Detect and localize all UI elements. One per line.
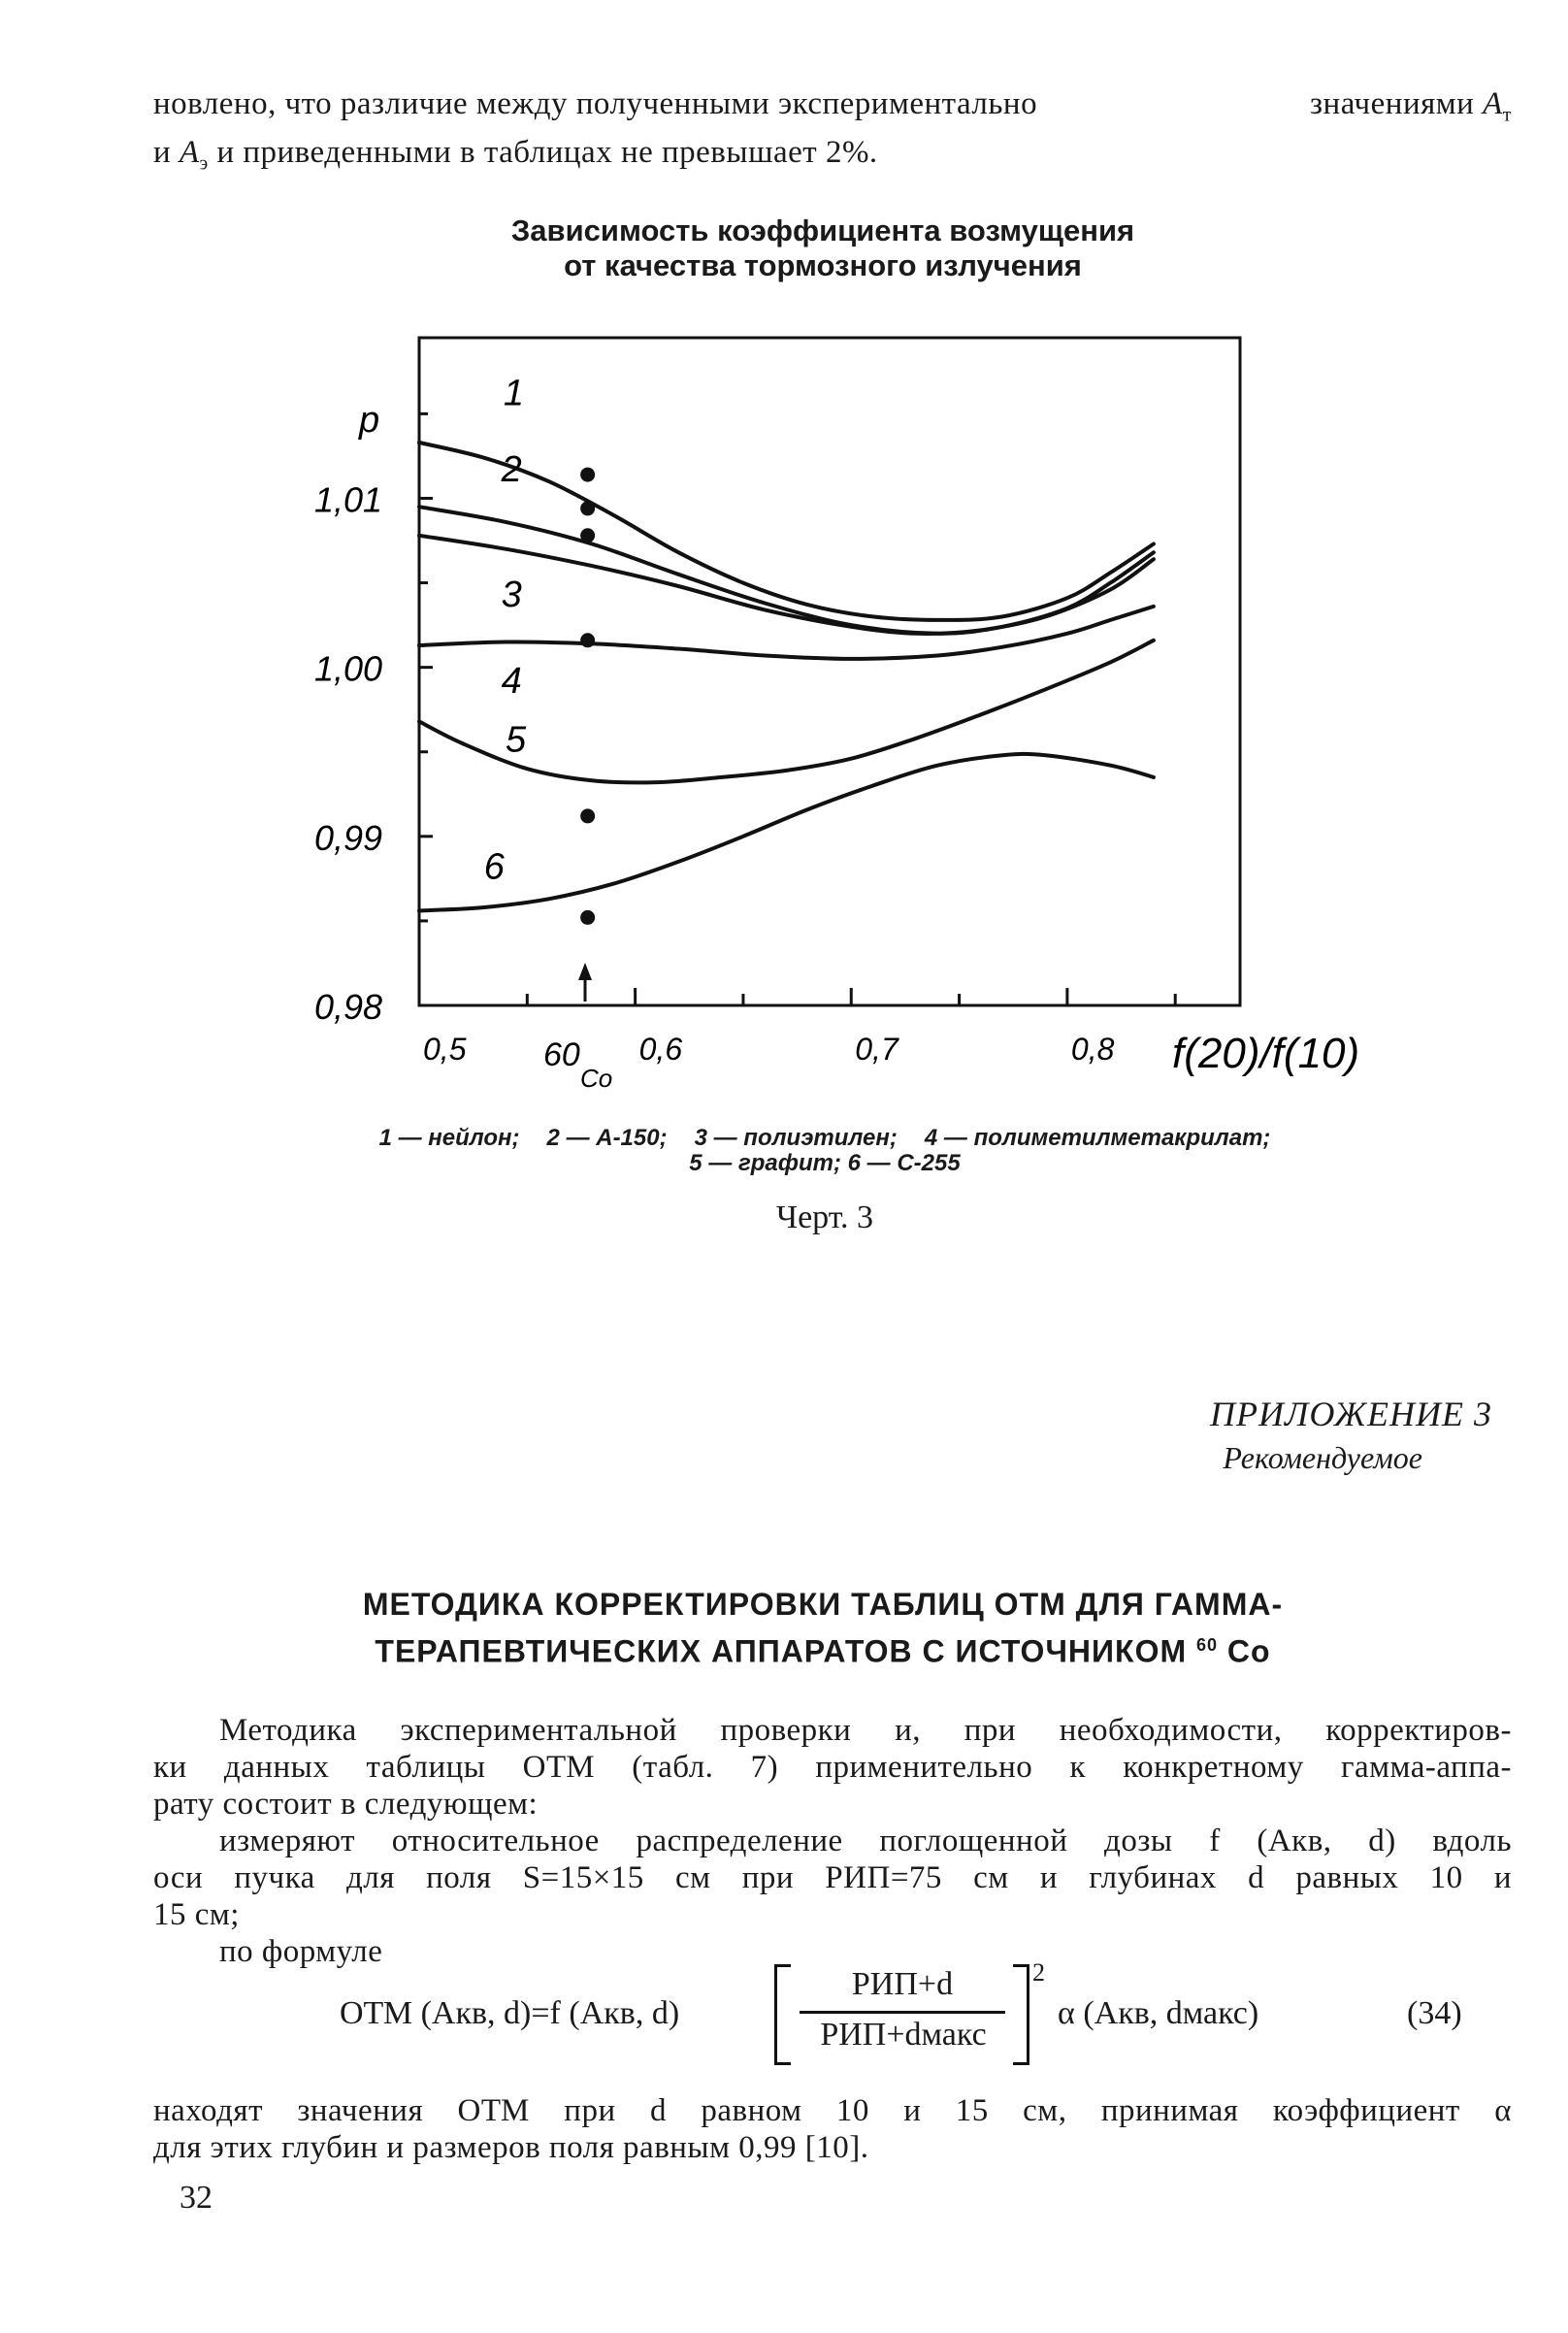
curve-label-5: 5 bbox=[506, 719, 527, 761]
curve-label-4: 4 bbox=[501, 660, 522, 702]
page-number: 32 bbox=[180, 2180, 212, 2216]
formula-lhs: ОТМ (Aкв, d)=f (Aкв, d) bbox=[340, 1995, 680, 2031]
x-tick-label: 0,5 bbox=[423, 1032, 467, 1067]
dots-group bbox=[580, 468, 595, 925]
legend-item-4: 4 — полиметилметакрилат; bbox=[924, 1125, 1271, 1151]
section-title-line-2-text: ТЕРАПЕВТИЧЕСКИХ АППАРАТОВ С ИСТОЧНИКОМ bbox=[375, 1633, 1188, 1669]
curve-3 bbox=[419, 536, 1154, 634]
formula-bracket-left bbox=[774, 1964, 791, 2065]
formula-exponent: 2 bbox=[1032, 1958, 1045, 1987]
y-tick-label: 1,01 bbox=[314, 479, 383, 520]
ticks-group bbox=[419, 413, 1175, 1005]
section-title-isotope-sup: 60 bbox=[1196, 1635, 1219, 1655]
p1-line-1: Методика экспериментальной проверки и, при необходимости, корректиров- bbox=[219, 1713, 1512, 1748]
x-axis-label: f(20)/f(10) bbox=[1172, 1030, 1360, 1077]
var-a2: A bbox=[179, 134, 200, 170]
p3-line-1: по формуле bbox=[219, 1934, 383, 1969]
p2-line-3: 15 см; bbox=[153, 1897, 240, 1932]
perturbation-chart bbox=[0, 0, 1568, 1165]
formula-denominator: РИП+dмакс bbox=[820, 2017, 987, 2053]
curve-6 bbox=[419, 754, 1154, 911]
marker-label-sub: Co bbox=[580, 1064, 613, 1093]
p2-line-2: оси пучка для поля S=15×15 см при РИП=75 см и глубинах d равных 10 и bbox=[153, 1860, 1512, 1895]
y-tick-label: 1,00 bbox=[314, 648, 383, 689]
formula-numerator: РИП+d bbox=[851, 1966, 954, 2002]
curve-label-2: 2 bbox=[501, 449, 522, 491]
p2-line-1: измеряют относительное распределение поглощенной дозы f (Aкв, d) вдоль bbox=[219, 1824, 1512, 1858]
y-axis-label: p bbox=[359, 400, 380, 441]
formula-tail: α (Aкв, dмакс) bbox=[1058, 1995, 1259, 2031]
measurement-dot bbox=[580, 468, 595, 482]
body-text bbox=[153, 1712, 1512, 1970]
curves-group bbox=[419, 443, 1154, 911]
figure-title-line-1: Зависимость коэффициента возмущения bbox=[510, 214, 1135, 247]
section-title-isotope: Co bbox=[1226, 1633, 1271, 1669]
intro-line-2-and: и bbox=[153, 134, 172, 170]
appendix-sublabel: Рекомендуемое bbox=[1223, 1440, 1422, 1475]
figure-legend bbox=[291, 1126, 1358, 1176]
x-tick-label: 0,6 bbox=[638, 1032, 683, 1067]
marker-arrow-head bbox=[578, 963, 592, 980]
figure-caption: Черт. 3 bbox=[775, 1199, 874, 1235]
p4-line-1: находят значения ОТМ при d равном 10 и 15 см, принимая коэффициент α bbox=[153, 2093, 1512, 2128]
appendix-label: ПРИЛОЖЕНИЕ 3 bbox=[1210, 1395, 1492, 1433]
curve-label-3: 3 bbox=[501, 574, 522, 615]
legend-item-2: 2 — А-150; bbox=[546, 1125, 668, 1151]
plot-frame bbox=[419, 338, 1240, 1005]
formula-bracket-right bbox=[1013, 1964, 1029, 2065]
curve-label-6: 6 bbox=[483, 846, 505, 888]
measurement-dot bbox=[580, 910, 595, 925]
curve-label-1: 1 bbox=[503, 373, 524, 414]
curve-1 bbox=[419, 443, 1154, 620]
figure-title-line-2: от качества тормозного излучения bbox=[564, 248, 1082, 282]
labels-group bbox=[314, 374, 1115, 1067]
curve-5 bbox=[419, 641, 1154, 783]
legend-item-3: 3 — полиэтилен; bbox=[694, 1125, 898, 1151]
marker-label-main: 60 bbox=[543, 1036, 580, 1073]
var-a: A bbox=[1483, 86, 1503, 121]
p4-line-2: для этих глубин и размеров поля равным 0,99 [10]. bbox=[153, 2130, 869, 2165]
x-tick-label: 0,8 bbox=[1070, 1032, 1115, 1067]
intro-line-1-text: новлено, что различие между полученными экспериментально bbox=[153, 86, 1038, 121]
measurement-dot bbox=[580, 528, 595, 542]
section-title bbox=[250, 1584, 1395, 1672]
legend-item-1: 1 — нейлон; bbox=[378, 1125, 520, 1151]
intro-word-values: значениями bbox=[1310, 86, 1475, 121]
body-text-end bbox=[153, 2092, 1512, 2166]
formula-fraction-bar bbox=[800, 2011, 1005, 2014]
intro-line-2-text: и приведенными в таблицах не превышает 2%. bbox=[216, 134, 878, 170]
p1-line-2: ки данных таблицы ОТМ (табл. 7) применительно к конкретному гамма-аппа- bbox=[153, 1750, 1512, 1785]
section-title-line-2 bbox=[250, 1625, 1395, 1672]
y-tick-label: 0,99 bbox=[314, 817, 383, 858]
formula bbox=[340, 1958, 1514, 2061]
cobalt-marker bbox=[543, 963, 612, 1093]
legend-line-2: 5 — графит; 6 — С-255 bbox=[689, 1150, 961, 1176]
var-a2-sub: э bbox=[199, 152, 209, 175]
measurement-dot bbox=[580, 808, 595, 823]
legend-line-1 bbox=[291, 1126, 1358, 1151]
x-tick-label: 0,7 bbox=[855, 1032, 898, 1067]
y-tick-label: 0,98 bbox=[314, 987, 383, 1027]
p1-line-3: рату состоит в следующем: bbox=[153, 1787, 539, 1822]
section-title-line-1: МЕТОДИКА КОРРЕКТИРОВКИ ТАБЛИЦ ОТМ ДЛЯ ГАММА- bbox=[362, 1587, 1284, 1622]
measurement-dot bbox=[580, 501, 595, 515]
measurement-dot bbox=[580, 633, 595, 647]
var-a-sub: т bbox=[1502, 104, 1512, 126]
formula-number: (34) bbox=[1407, 1995, 1462, 2031]
